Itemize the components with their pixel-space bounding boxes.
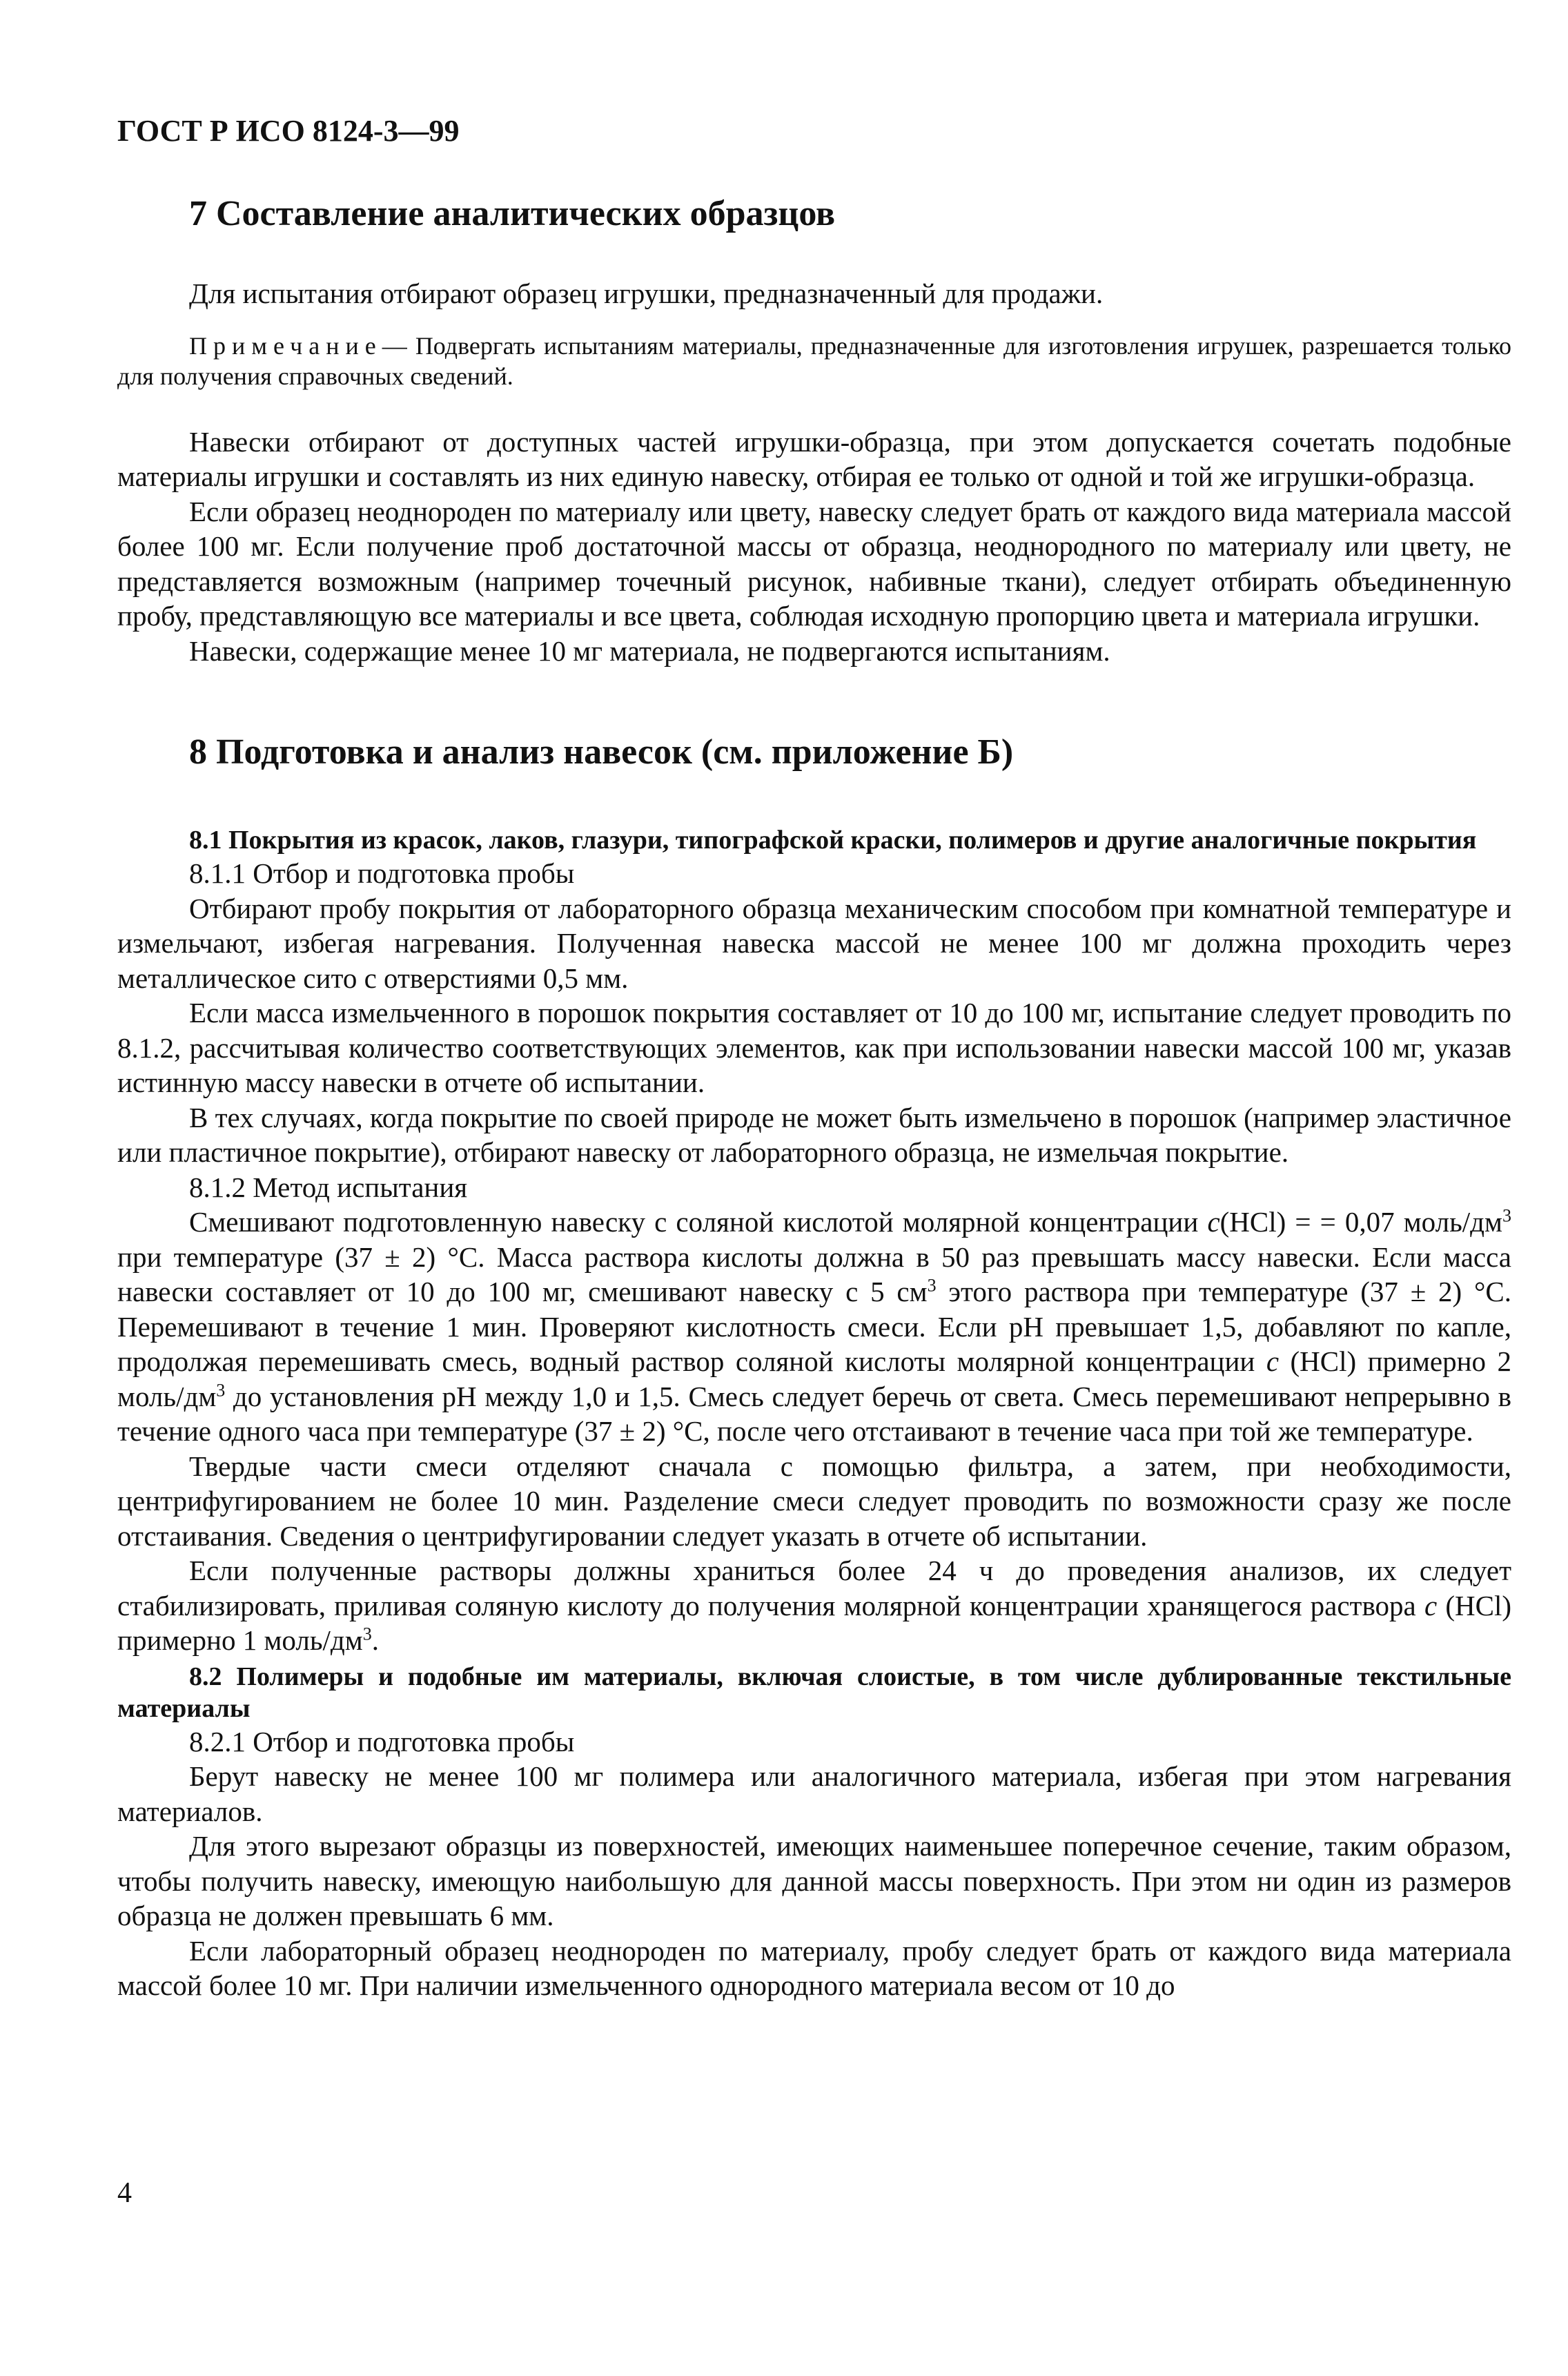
- page-number: 4: [117, 2177, 132, 2209]
- text-fragment: (HCl) примерно 2 моль/дм: [117, 1345, 1511, 1412]
- item-8-1-2-heading: 8.1.2 Метод испытания: [189, 1171, 468, 1203]
- section-7-note: [117, 331, 1511, 391]
- superscript: 3: [927, 1275, 937, 1296]
- item-8-1-1-paragraph-2: Если масса измельченного в порошок покрытия составляет от 10 до 100 мг, испытание следует проводить по 8.1.2, рассчитывая количество соответствующих элементов, как при использовании навески массой 100 мг, указав истинную массу навески в отчете об испытании.: [117, 997, 1511, 1098]
- symbol-c: c: [1424, 1589, 1438, 1622]
- text-fragment: Смешивают подготовленную навеску с соляной кислотой молярной концентрации: [189, 1206, 1208, 1238]
- symbol-c: c: [1207, 1206, 1220, 1238]
- item-8-1-2-paragraph-1: [117, 1205, 1511, 1449]
- symbol-c: c: [1266, 1345, 1280, 1377]
- section-7-paragraph-2: Навески отбирают от доступных частей игрушки-образца, при этом допускается сочетать подобные материалы игрушки и составлять из них единую навеску, отбирая ее только от одной и той же игрушки-образца.: [117, 425, 1511, 492]
- text-fragment: до установления рН между 1,0 и 1,5. Смесь следует беречь от света. Смесь перемешивают непрерывно в течение одного часа при температуре (37 ± 2) °С, после чего отстаивают в течение часа при той же температуре.: [117, 1380, 1511, 1447]
- text-fragment: этого раствора при температуре (37 ± 2) °С. Перемешивают в течение 1 мин. Проверяют кислотность смеси. Если рН превышает 1,5, добавляют по капле, продолжая перемешивать смесь, водный раствор соляной кислоты молярной концентрации: [117, 1276, 1511, 1377]
- item-8-2-1-paragraph-1: Берут навеску не менее 100 мг полимера или аналогичного материала, избегая при этом нагревания материалов.: [117, 1760, 1511, 1827]
- item-8-1-1-heading: 8.1.1 Отбор и подготовка пробы: [189, 857, 575, 889]
- document-code-header: ГОСТ Р ИСО 8124-3—99: [117, 114, 460, 148]
- item-8-1-1-paragraph-3: В тех случаях, когда покрытие по своей природе не может быть измельчено в порошок (например эластичное или пластичное покрытие), отбирают навеску от лабораторного образца, не измельчая покрытие.: [117, 1101, 1511, 1168]
- item-8-2-1-paragraph-2: Для этого вырезают образцы из поверхностей, имеющих наименьшее поперечное сечение, таким образом, чтобы получить навеску, имеющую наибольшую для данной массы поверхность. При этом ни один из размеров образца не должен превышать 6 мм.: [117, 1830, 1511, 1931]
- note-label: Примечание: [189, 331, 382, 360]
- item-8-1-2-paragraph-3: [117, 1553, 1511, 1658]
- superscript: 3: [216, 1379, 226, 1400]
- text-fragment: .: [371, 1624, 379, 1656]
- text-fragment: (HCl) = = 0,07 моль/дм: [1219, 1206, 1502, 1238]
- note-text: — Подвергать испытаниям материалы, предназначенные для изготовления игрушек, разрешается только для получения справочных сведений.: [117, 331, 1511, 390]
- subsection-8-2-title: 8.2 Полимеры и подобные им материалы, включая слоистые, в том числе дублированные текстильные материалы: [117, 1662, 1511, 1723]
- document-page: [117, 110, 1511, 2003]
- item-8-1-1-paragraph-1: Отбирают пробу покрытия от лабораторного образца механическим способом при комнатной температуре и измельчают, избегая нагревания. Полученная навеска массой не менее 100 мг должна проходить через металлическое сито с отверстиями 0,5 мм.: [117, 892, 1511, 994]
- item-8-2-1-heading: 8.2.1 Отбор и подготовка пробы: [189, 1725, 575, 1757]
- text-fragment: Если полученные растворы должны храниться более 24 ч до проведения анализов, их следует стабилизировать, приливая соляную кислоту до получения молярной концентрации хранящегося раствора: [117, 1555, 1511, 1622]
- item-8-2-1-paragraph-3: Если лабораторный образец неоднороден по материалу, пробу следует брать от каждого вида материала массой более 10 мг. При наличии измельченного однородного материала весом от 10 до: [117, 1934, 1511, 2001]
- superscript: 3: [1502, 1205, 1511, 1226]
- text-fragment: (HCl) примерно 1 моль/дм: [117, 1589, 1511, 1656]
- section-7-paragraph-1: Для испытания отбирают образец игрушки, предназначенный для продажи.: [189, 277, 1104, 309]
- section-7-paragraph-3: Если образец неоднороден по материалу или цвету, навеску следует брать от каждого вида материала массой более 100 мг. Если получение проб достаточной массы от образца, неоднородного по материалу или цвету, не представляется возможным (например точечный рисунок, набивные ткани), следует отбирать объединенную пробу, представляющую все материалы и все цвета, соблюдая исходную пропорцию цвета и материала игрушки.: [117, 495, 1511, 632]
- section-7-paragraph-4: Навески, содержащие менее 10 мг материала, не подвергаются испытаниям.: [189, 634, 1110, 667]
- superscript: 3: [362, 1624, 372, 1644]
- text-fragment: при температуре (37 ± 2) °С. Масса раствора кислоты должна в 50 раз превышать массу навески. Если масса навески составляет от 10 до 100 мг, смешивают навеску с 5 см: [117, 1240, 1511, 1307]
- subsection-8-1-title: 8.1 Покрытия из красок, лаков, глазури, типографской краски, полимеров и другие аналогичные покрытия: [189, 826, 1477, 855]
- item-8-1-2-paragraph-2: Твердые части смеси отделяют сначала с помощью фильтра, а затем, при необходимости, центрифугированием не более 10 мин. Разделение смеси следует проводить по возможности сразу же после отстаивания. Сведения о центрифугировании следует указать в отчете об испытании.: [117, 1450, 1511, 1552]
- section-8-title: 8 Подготовка и анализ навесок (см. приложение Б): [189, 732, 1014, 772]
- section-7-title: 7 Составление аналитических образцов: [189, 194, 836, 233]
